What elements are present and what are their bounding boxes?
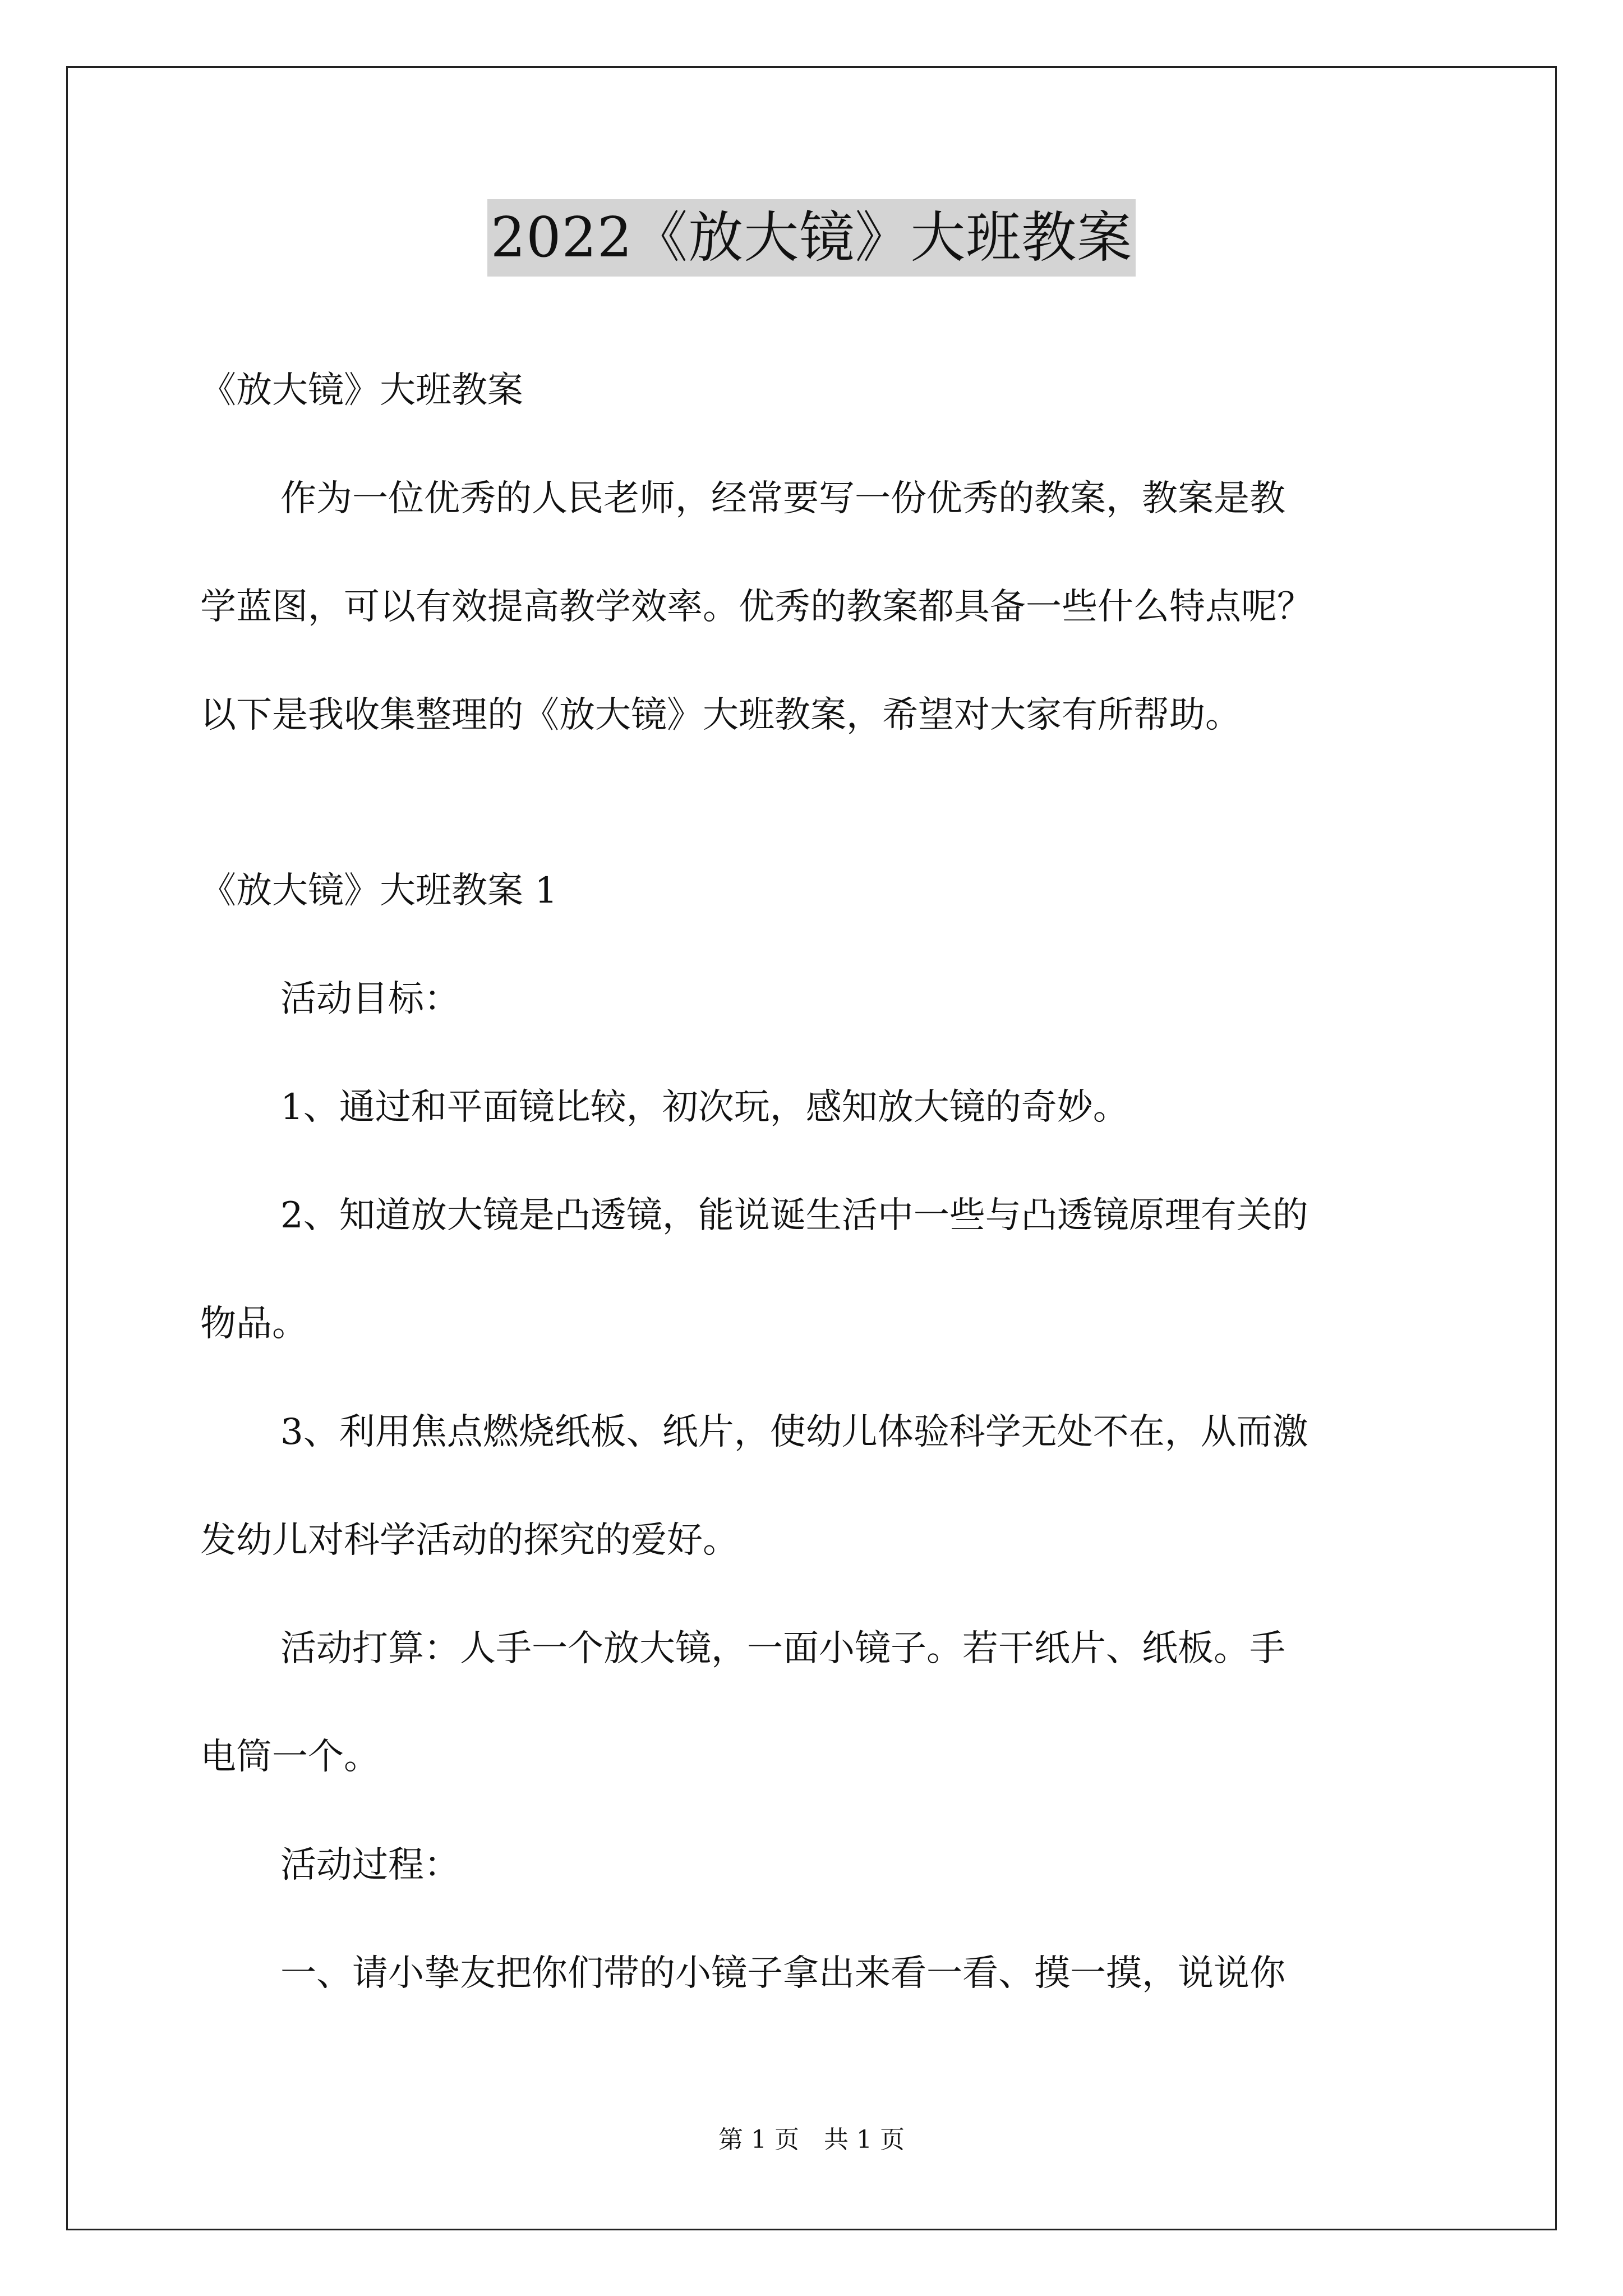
preparation-line-2: 电筒一个。: [200, 1736, 380, 1778]
goals-heading: 活动目标：: [280, 978, 460, 1020]
goal-2-line-1: 2、知道放大镜是凸透镜，能说诞生活中一些与凸透镜原理有关的: [280, 1195, 1308, 1236]
section-heading: 《放大镜》大班教案 1: [200, 870, 558, 912]
intro-line-3: 以下是我收集整理的《放大镜》大班教案，希望对大家有所帮助。: [200, 694, 1241, 736]
preparation-line-1: 活动打算：人手一个放大镜，一面小镜子。若干纸片、纸板。手: [280, 1628, 1285, 1669]
goal-1: 1、通过和平面镜比较，初次玩，感知放大镜的奇妙。: [280, 1087, 1129, 1128]
document-body: [200, 337, 1434, 2028]
subtitle-line: 《放大镜》大班教案: [200, 370, 523, 411]
document-title: 2022《放大镜》大班教案: [487, 199, 1136, 277]
goal-3-line-1: 3、利用焦点燃烧纸板、纸片，使幼儿体验科学无处不在，从而激: [280, 1411, 1308, 1453]
goal-3-line-2: 发幼儿对科学活动的探究的爱好。: [200, 1520, 739, 1561]
title-container: [0, 199, 1623, 277]
intro-line-1: 作为一位优秀的人民老师，经常要写一份优秀的教案，教案是教: [280, 478, 1285, 519]
page-number: 第 1 页: [718, 2125, 799, 2154]
process-step-1: 一、请小挚友把你们带的小镜子拿出来看一看、摸一摸，说说你: [280, 1953, 1285, 1994]
goal-2-line-2: 物品。: [200, 1303, 308, 1345]
section-gap: [200, 770, 1434, 837]
intro-line-2: 学蓝图，可以有效提高教学效率。优秀的教案都具备一些什么特点呢？: [200, 586, 1313, 628]
page-total: 共 1 页: [824, 2125, 905, 2154]
page-footer: [0, 2119, 1623, 2155]
process-heading: 活动过程：: [280, 1844, 460, 1886]
